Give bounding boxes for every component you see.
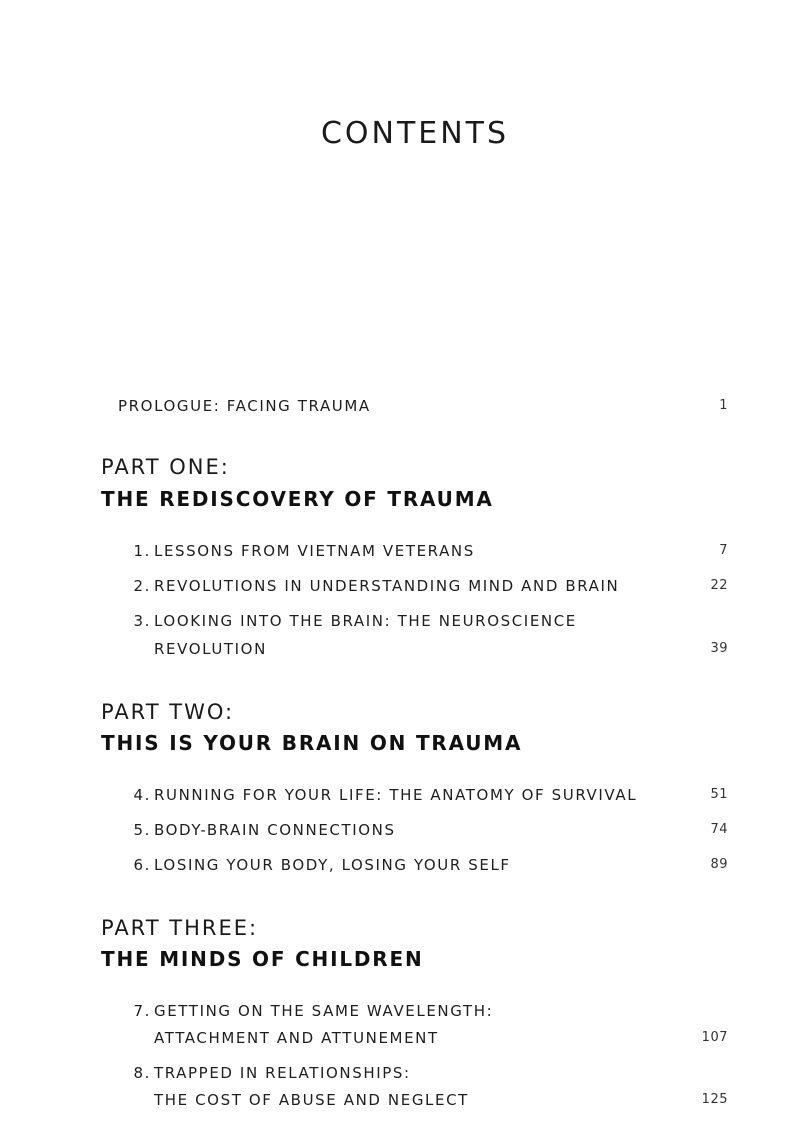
toc-entry-label: PROLOGUE: FACING TRAUMA — [118, 397, 371, 415]
toc-entry-prologue[interactable] — [0, 397, 800, 421]
toc-entry-label: LESSONS FROM VIETNAM VETERANS — [154, 542, 475, 560]
toc-page-number: 39 — [710, 641, 728, 656]
part-title: THE REDISCOVERY OF TRAUMA — [101, 487, 494, 511]
part-title: THIS IS YOUR BRAIN ON TRAUMA — [101, 731, 523, 755]
toc-entry-chapter-8-continued[interactable] — [0, 1091, 800, 1115]
toc-entry-chapter-5[interactable] — [0, 821, 800, 845]
toc-entry-chapter-1[interactable] — [0, 542, 800, 566]
toc-page-number: 1 — [719, 398, 728, 413]
toc-page-number: 22 — [710, 578, 728, 593]
toc-entry-chapter-3-continued[interactable] — [0, 640, 800, 664]
toc-entry-label: ATTACHMENT AND ATTUNEMENT — [154, 1029, 439, 1047]
page-title: CONTENTS — [320, 116, 510, 151]
toc-entry-label: LOOKING INTO THE BRAIN: THE NEUROSCIENCE — [154, 612, 577, 630]
toc-entry-chapter-2[interactable] — [0, 577, 800, 601]
toc-entry-label: TRAPPED IN RELATIONSHIPS: — [154, 1064, 411, 1082]
chapter-number: 8. — [133, 1064, 151, 1082]
part-label: PART ONE: — [101, 455, 230, 479]
part-label: PART TWO: — [101, 700, 235, 724]
toc-entry-chapter-7-continued[interactable] — [0, 1029, 800, 1053]
toc-entry-label: BODY-BRAIN CONNECTIONS — [154, 821, 396, 839]
toc-page-number: 51 — [710, 787, 728, 802]
toc-entry-chapter-7[interactable] — [0, 1002, 800, 1026]
toc-page-number: 89 — [710, 857, 728, 872]
toc-entry-label: THE COST OF ABUSE AND NEGLECT — [154, 1091, 469, 1109]
toc-page-number: 125 — [701, 1092, 728, 1107]
chapter-number: 2. — [133, 577, 151, 595]
part-title: THE MINDS OF CHILDREN — [101, 947, 424, 971]
toc-page-number: 107 — [701, 1030, 728, 1045]
toc-entry-chapter-4[interactable] — [0, 786, 800, 810]
part-label: PART THREE: — [101, 916, 259, 940]
toc-page-number: 74 — [710, 822, 728, 837]
toc-page-number: 7 — [719, 543, 728, 558]
toc-entry-chapter-8[interactable] — [0, 1064, 800, 1088]
chapter-number: 7. — [133, 1002, 151, 1020]
toc-entry-chapter-3[interactable] — [0, 612, 800, 636]
toc-entry-label: RUNNING FOR YOUR LIFE: THE ANATOMY OF SURVIVAL — [154, 786, 638, 804]
toc-entry-label: REVOLUTIONS IN UNDERSTANDING MIND AND BRAIN — [154, 577, 620, 595]
chapter-number: 4. — [133, 786, 151, 804]
toc-entry-label: GETTING ON THE SAME WAVELENGTH: — [154, 1002, 494, 1020]
toc-entry-label: LOSING YOUR BODY, LOSING YOUR SELF — [154, 856, 511, 874]
toc-entry-chapter-6[interactable] — [0, 856, 800, 880]
chapter-number: 3. — [133, 612, 151, 630]
chapter-number: 5. — [133, 821, 151, 839]
toc-entry-label: REVOLUTION — [154, 640, 267, 658]
chapter-number: 6. — [133, 856, 151, 874]
chapter-number: 1. — [133, 542, 151, 560]
